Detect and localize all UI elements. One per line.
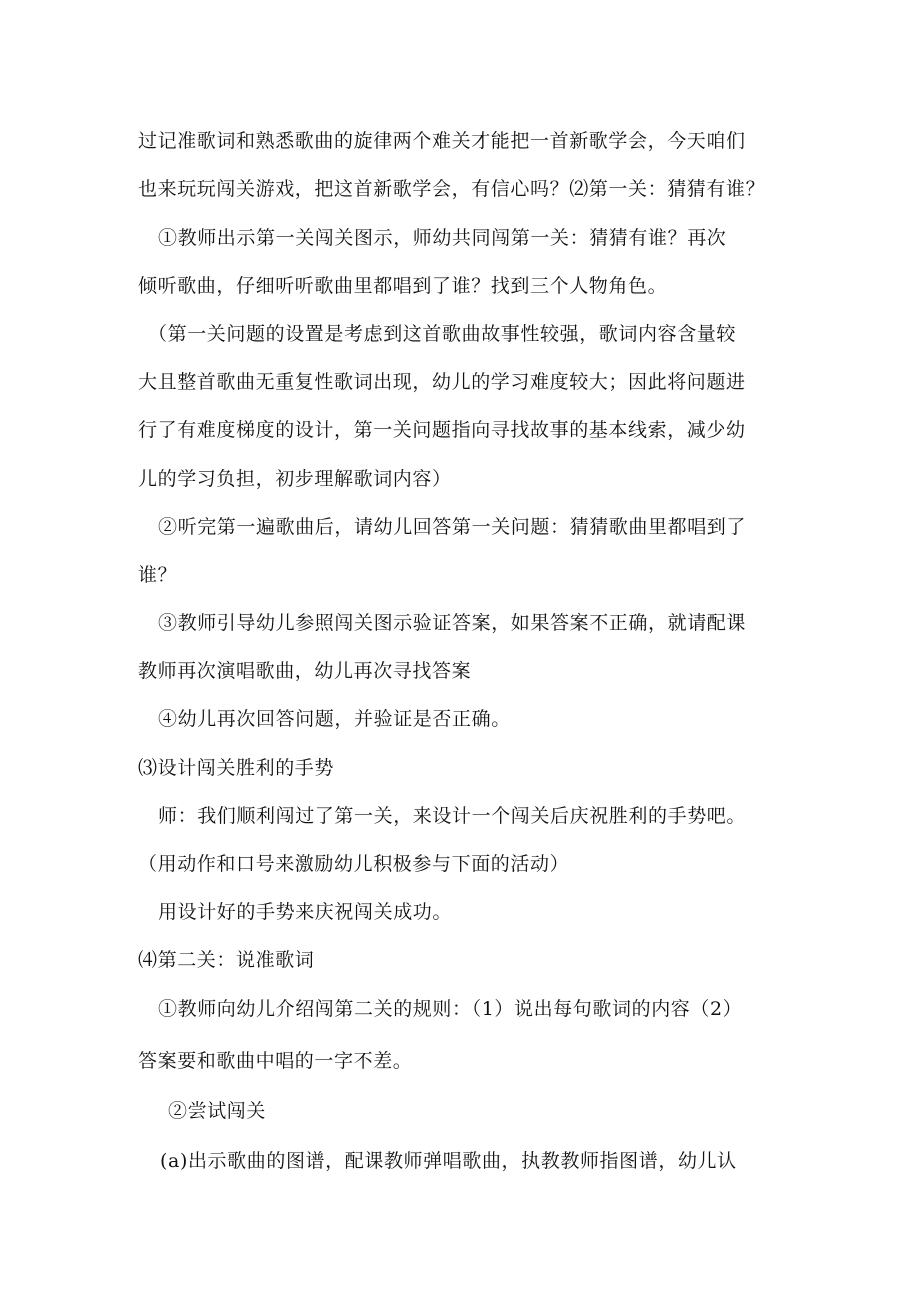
text-line: 过记准歌词和熟悉歌曲的旋律两个难关才能把一首新歌学会，今天咱们 bbox=[138, 130, 746, 152]
section-heading: ⑷第二关：说准歌词 bbox=[138, 949, 315, 971]
text-line: ①教师出示第一关闯关图示，师幼共同闯第一关：猜猜有谁？再次 bbox=[158, 227, 727, 249]
text-line: 也来玩玩闯关游戏，把这首新歌学会，有信心吗？⑵第一关：猜猜有谁？ bbox=[138, 178, 766, 200]
text-line: 谁？ bbox=[138, 564, 178, 586]
text-line: （第一关问题的设置是考虑到这首歌曲故事性较强，歌词内容含量较 bbox=[148, 323, 737, 345]
text-line: 倾听歌曲，仔细听听歌曲里都唱到了谁？找到三个人物角色。 bbox=[138, 275, 668, 297]
text-line: 师：我们顺利闯过了第一关，来设计一个闯关后庆祝胜利的手势吧。 bbox=[158, 805, 747, 827]
text-line: 大且整首歌曲无重复性歌词出现，幼儿的学习难度较大；因此将问题进 bbox=[138, 371, 746, 393]
section-heading: ⑶设计闯关胜利的手势 bbox=[138, 757, 335, 779]
text-line: 儿的学习负担，初步理解歌词内容） bbox=[138, 468, 452, 490]
text-line: (a)出示歌曲的图谱，配课教师弹唱歌曲，执教教师指图谱，幼儿认 bbox=[160, 1150, 737, 1172]
text-line: ④幼儿再次回答问题，并验证是否正确。 bbox=[158, 708, 511, 730]
text-line: 用设计好的手势来庆祝闯关成功。 bbox=[158, 901, 453, 923]
text-line: 答案要和歌曲中唱的一字不差。 bbox=[138, 1050, 413, 1072]
text-line: 行了有难度梯度的设计，第一关问题指向寻找故事的基本线索，减少幼 bbox=[138, 419, 746, 441]
text-line: ③教师引导幼儿参照闯关图示验证答案，如果答案不正确，就请配课 bbox=[158, 612, 747, 634]
text-line: ②尝试闯关 bbox=[168, 1100, 267, 1122]
text-line: ②听完第一遍歌曲后，请幼儿回答第一关问题：猜猜歌曲里都唱到了 bbox=[158, 516, 747, 538]
text-line: 教师再次演唱歌曲，幼儿再次寻找答案 bbox=[138, 660, 472, 682]
text-line: （用动作和口号来激励幼儿积极参与下面的活动） bbox=[138, 853, 570, 875]
text-line: ①教师向幼儿介绍闯第二关的规则：（1）说出每句歌词的内容（2） bbox=[158, 998, 743, 1020]
